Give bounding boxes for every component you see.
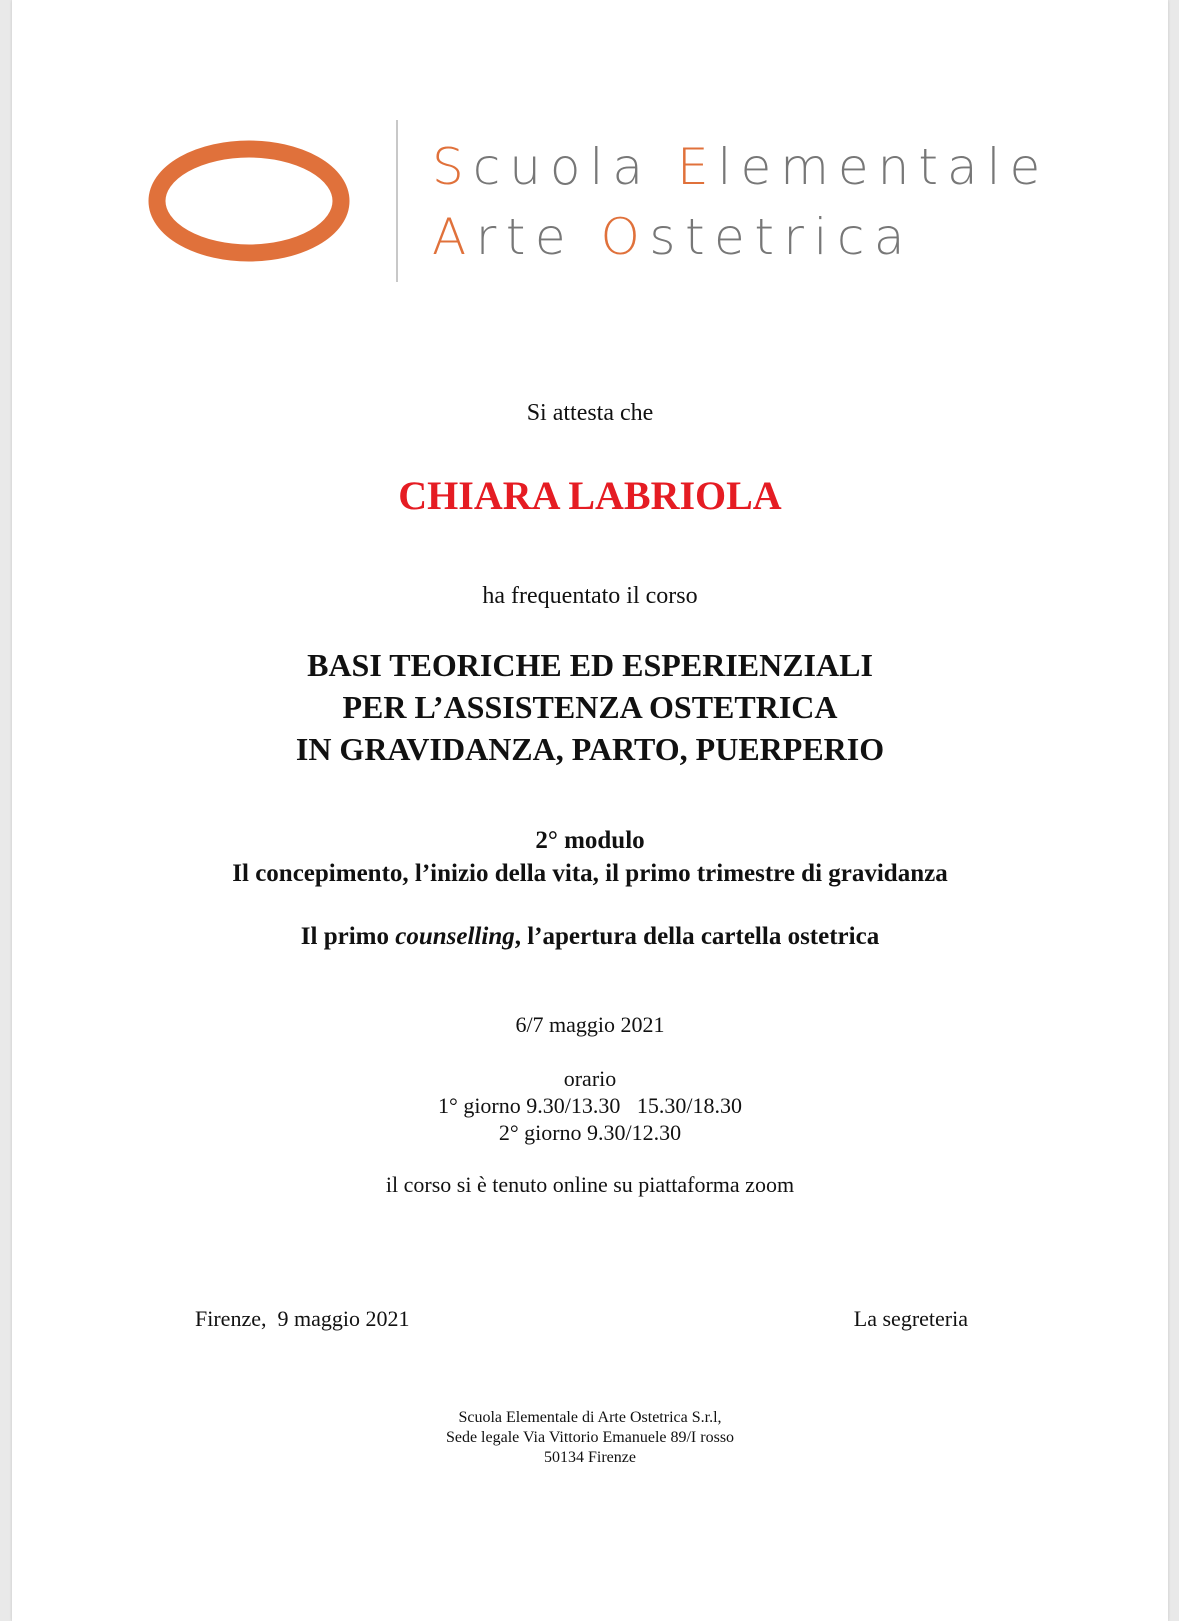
course-title-line: PER L’ASSISTENZA OSTETRICA <box>342 689 838 725</box>
course-title-line: IN GRAVIDANZA, PARTO, PUERPERIO <box>295 731 885 767</box>
footer-line: Scuola Elementale di Arte Ostetrica S.r.l, <box>458 1409 722 1426</box>
logo-line-2: Arte Ostetrica <box>432 208 915 266</box>
footer-address <box>12 1408 1168 1468</box>
course-title-line: BASI TEORICHE ED ESPERIENZIALI <box>307 647 873 683</box>
footer-line: 50134 Firenze <box>544 1449 636 1466</box>
logo-o-icon <box>142 138 362 266</box>
footer-line: Sede legale Via Vittorio Emanuele 89/I rosso <box>445 1429 735 1446</box>
schedule-day-1: 1° giorno 9.30/13.30 15.30/18.30 <box>438 1093 742 1118</box>
signature-label: La segreteria <box>853 1306 968 1331</box>
online-note: il corso si è tenuto online su piattaforma zoom <box>385 1172 795 1197</box>
module-subtopic: Il primo counselling, l’apertura della cartella ostetrica <box>300 923 880 950</box>
module-label: 2° modulo <box>535 827 645 854</box>
logo-line-1: Scuola Elementale <box>432 138 1050 196</box>
intro-text: Si attesta che <box>526 400 654 426</box>
place-date: Firenze, 9 maggio 2021 <box>195 1306 410 1331</box>
module-title: Il concepimento, l’inizio della vita, il primo trimestre di gravidanza <box>232 860 948 887</box>
schedule-day-2: 2° giorno 9.30/12.30 <box>498 1120 682 1145</box>
course-title <box>12 644 1168 770</box>
schedule <box>12 1065 1168 1146</box>
logo-divider <box>396 120 398 282</box>
logo-wordmark <box>432 132 1049 272</box>
attended-text: ha frequentato il corso <box>482 583 698 609</box>
schedule-label: orario <box>563 1066 617 1091</box>
certificate-page <box>12 0 1168 1621</box>
course-dates: 6/7 maggio 2021 <box>515 1012 665 1037</box>
recipient-name: CHIARA LABRIOLA <box>398 473 782 518</box>
